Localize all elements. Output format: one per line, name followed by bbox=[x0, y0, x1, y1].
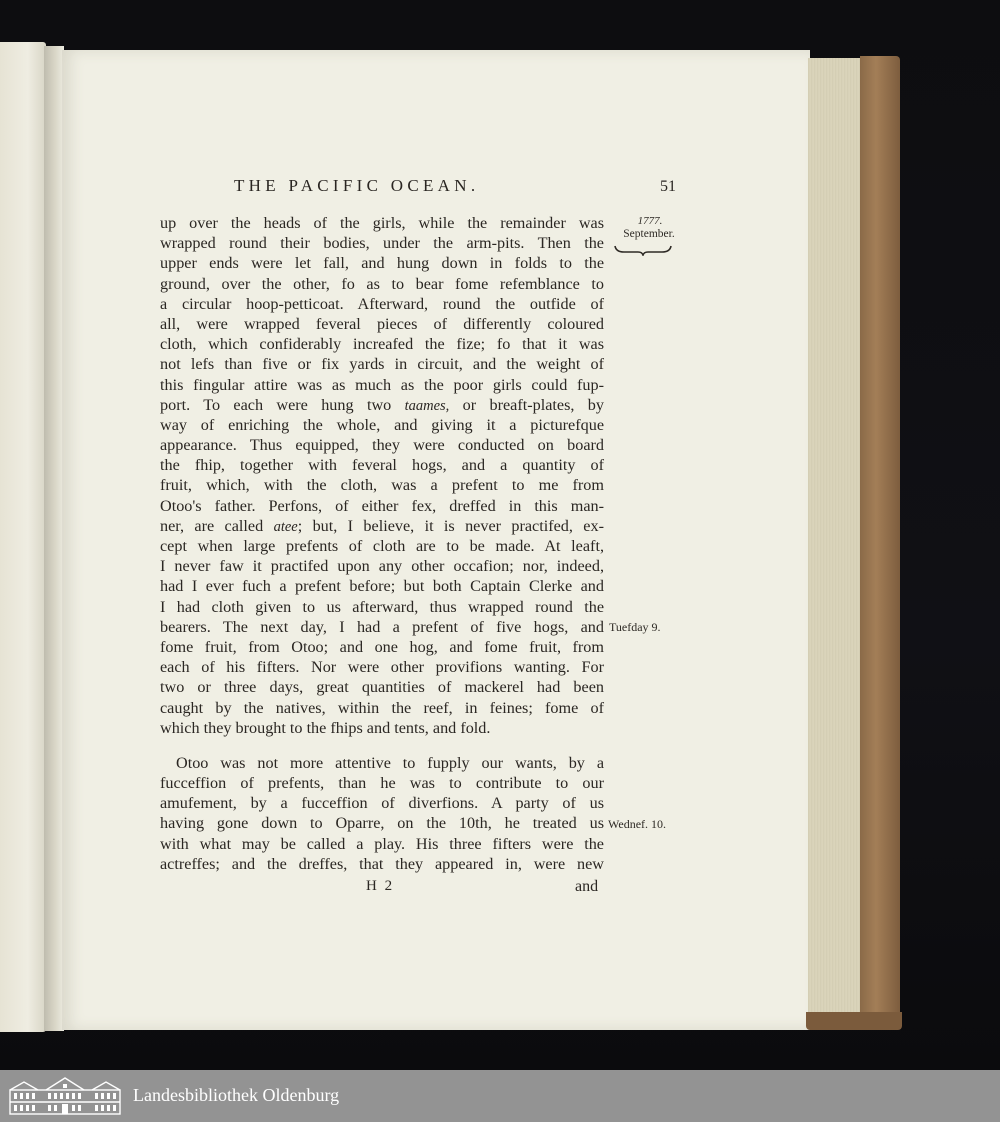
text-line: I never faw it practifed upon any other occafion; nor, indeed, bbox=[160, 557, 604, 576]
text-line: way of enriching the whole, and giving it a picturefque bbox=[160, 415, 604, 434]
text-line: Otoo was not more attentive to fupply our wants, by a bbox=[176, 753, 604, 772]
book-gutter bbox=[44, 46, 64, 1031]
page-number: 51 bbox=[660, 178, 676, 195]
library-name: Landesbibliothek Oldenburg bbox=[133, 1085, 340, 1105]
text-line: having gone down to Oparre, on the 10th, he treated us bbox=[160, 814, 604, 833]
text-line: fruit, which, with the cloth, was a prefent to me from bbox=[160, 476, 604, 495]
margin-date-note: Tuefday 9. bbox=[609, 620, 661, 634]
text-line: caught by the natives, within the reef, in feines; fome of bbox=[160, 698, 604, 717]
text-line: cloth, which confiderably increafed the fize; fo that it was bbox=[160, 335, 604, 354]
library-footer-bar bbox=[0, 1070, 1000, 1122]
text-line: the fhip, together with feveral hogs, and a quantity of bbox=[160, 456, 604, 475]
text-line: wrapped round their bodies, under the arm-pits. Then the bbox=[160, 234, 604, 253]
left-page-edge bbox=[0, 42, 46, 1032]
catchword: and bbox=[575, 878, 599, 895]
text-line: not lefs than five or fix yards in circuit, and the weight of bbox=[160, 355, 604, 374]
text-line: ner, are called atee; but, I believe, it is never practifed, ex- bbox=[160, 516, 604, 535]
text-line: this fingular attire was as much as the poor girls could fup- bbox=[160, 375, 604, 394]
text-line: each of his fifters. Nor were other provifions wanting. For bbox=[160, 658, 604, 677]
margin-year: 1777. bbox=[637, 215, 663, 227]
margin-brace-icon bbox=[614, 244, 672, 256]
text-line: up over the heads of the girls, while the remainder was bbox=[160, 214, 604, 232]
text-line: all, were wrapped feveral pieces of differently coloured bbox=[160, 314, 604, 333]
text-line: port. To each were hung two taames, or breaft-plates, by bbox=[160, 395, 604, 414]
text-line: which they brought to the fhips and tents, and fold. bbox=[160, 718, 491, 737]
text-line: actreffes; and the dreffes, that they appeared in, were new bbox=[160, 854, 604, 873]
text-line: Otoo's father. Perfons, of either fex, dreffed in this man- bbox=[160, 496, 604, 515]
text-line: bearers. The next day, I had a prefent of five hogs, and bbox=[160, 617, 604, 636]
paragraph-gap bbox=[160, 738, 604, 753]
body-text bbox=[160, 213, 604, 874]
margin-month: September. bbox=[623, 228, 675, 240]
text-line: upper ends were let fall, and hung down in folds to the bbox=[160, 254, 604, 273]
text-line: fome fruit, from Otoo; and one hog, and fome fruit, from bbox=[160, 637, 604, 656]
text-line: two or three days, great quantities of mackerel had been bbox=[160, 678, 604, 697]
book-cover-bottom bbox=[806, 1012, 902, 1030]
running-head: THE PACIFIC OCEAN. bbox=[234, 176, 480, 195]
text-line: amufement, by a fucceffion of diverfions. A party of us bbox=[160, 794, 604, 813]
text-line: a circular hoop-petticoat. Afterward, round the outfide of bbox=[160, 294, 604, 313]
text-line: had I ever fuch a prefent before; but both Captain Clerke and bbox=[160, 577, 604, 596]
text-line: I had cloth given to us afterward, thus wrapped round the bbox=[160, 597, 604, 616]
page-block-edge bbox=[808, 58, 864, 1028]
library-building-icon bbox=[8, 1076, 122, 1116]
signature-mark: H 2 bbox=[366, 878, 395, 894]
book-cover-edge bbox=[860, 56, 900, 1028]
text-line: with what may be called a play. His three fifters were the bbox=[160, 834, 604, 853]
text-line: cept when large prefents of cloth are to be made. At leaft, bbox=[160, 537, 604, 555]
text-line: fucceffion of prefents, than he was to contribute to our bbox=[160, 774, 604, 793]
text-line: appearance. Thus equipped, they were conducted on board bbox=[160, 436, 604, 455]
text-line: ground, over the other, fo as to bear fome refemblance to bbox=[160, 274, 604, 293]
margin-date-note: Wednef. 10. bbox=[608, 816, 667, 831]
